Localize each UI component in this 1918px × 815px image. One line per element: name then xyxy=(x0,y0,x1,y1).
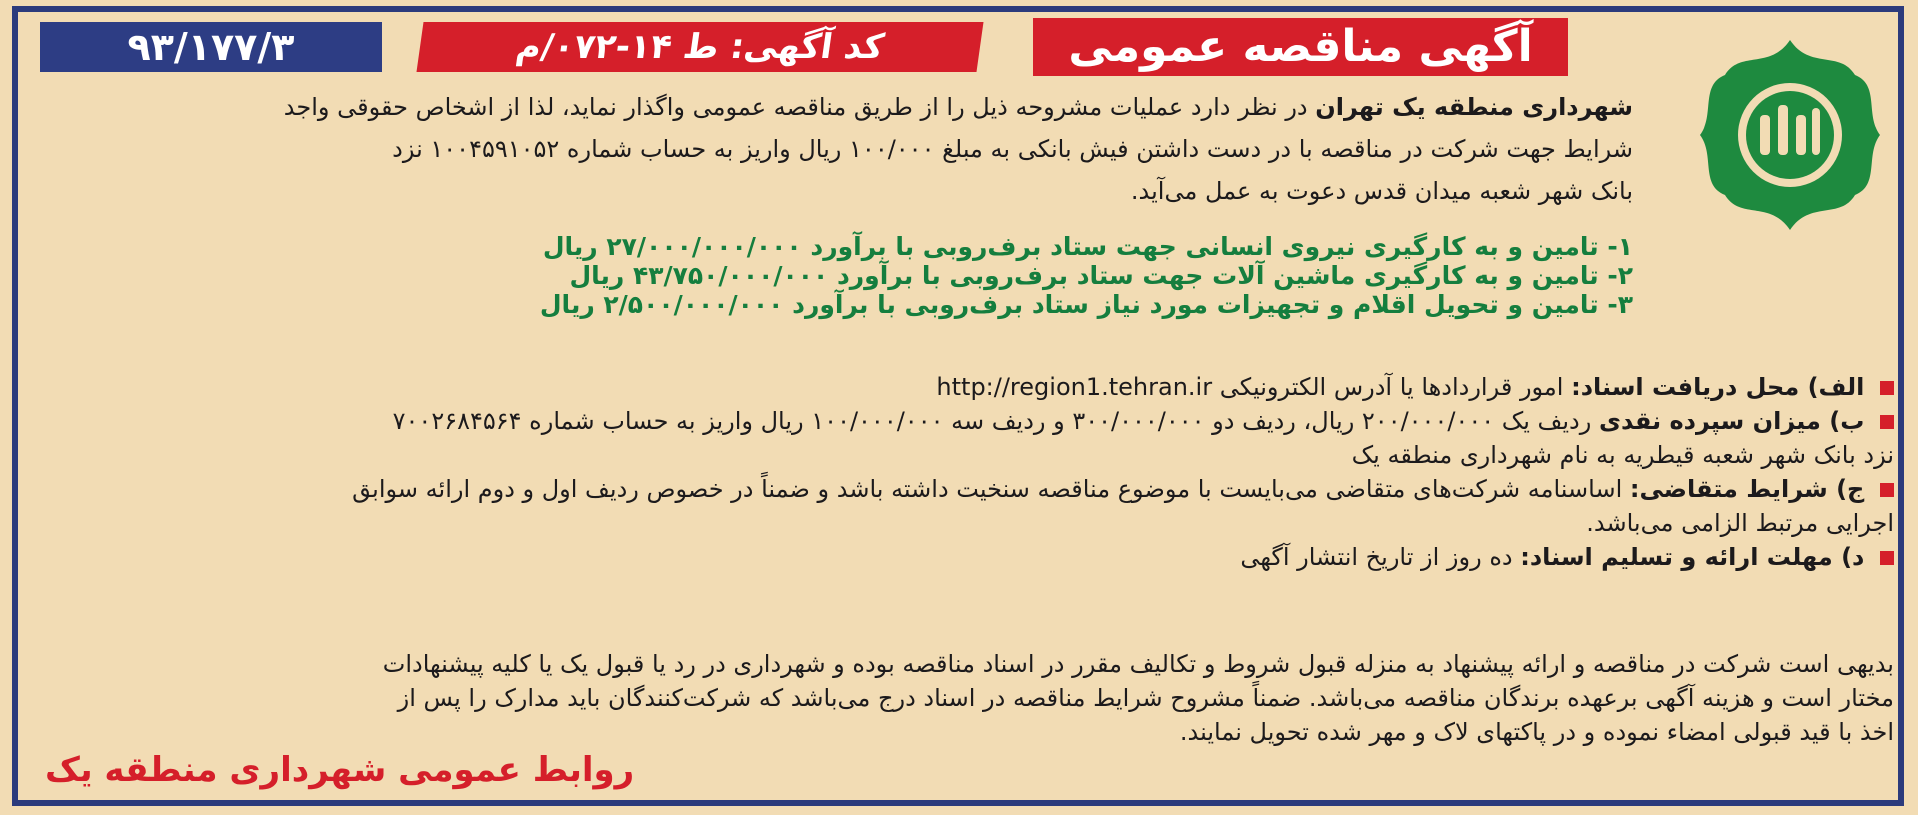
section-b-text-2: نزد بانک شهر شعبه قیطریه به نام شهرداری منطقه یک xyxy=(1351,441,1894,469)
closing-line-1: بدیهی است شرکت در مناقصه و ارائه پیشنهاد به منزله قبول شروط و تکالیف مقرر در اسناد مناقصه بوده و شهرداری در رد یا قبول یک یا کلیه پیشنهادات xyxy=(382,650,1894,678)
intro-line-3: بانک شهر شعبه میدان قدس دعوت به عمل می‌آید. xyxy=(1130,177,1633,205)
section-d xyxy=(28,540,1894,574)
section-a xyxy=(28,370,1894,404)
intro-paragraph xyxy=(28,90,1633,216)
section-b-title: ب) میزان سپرده نقدی xyxy=(1598,407,1865,435)
section-c-text-2: اجرایی مرتبط الزامی می‌باشد. xyxy=(1586,509,1894,537)
intro-line-1: در نظر دارد عملیات مشروحه ذیل را از طریق مناقصه عمومی واگذار نماید، لذا از اشخاص حقوقی واجد xyxy=(283,93,1308,121)
public-relations-signature: روابط عمومی شهرداری منطقه یک xyxy=(45,750,635,790)
ad-code-number: ۹۳/۱۷۷/۳ xyxy=(40,22,382,72)
ad-code-label: کد آگهی: ط ۱۴-۰۷۲/م xyxy=(416,22,983,72)
section-b-text-1: ردیف یک ۲۰۰/۰۰۰/۰۰۰ ریال، ردیف دو ۳۰۰/۰۰۰/۰۰۰ و ردیف سه ۱۰۰/۰۰۰/۰۰۰ ریال واریز به حساب شماره ۷۰۰۲۶۸۴۵۶۴ xyxy=(392,407,1592,435)
document-url[interactable]: http://region1.tehran.ir xyxy=(936,373,1213,401)
section-c xyxy=(28,472,1894,506)
conditions xyxy=(28,370,1894,574)
tender-item-1: ۱- تامین و به کارگیری نیروی انسانی جهت ستاد برف‌روبی با برآورد ۲۷/۰۰۰/۰۰۰/۰۰۰ ریال xyxy=(542,232,1633,261)
section-b xyxy=(28,404,1894,438)
bullet-marker xyxy=(1880,551,1894,565)
bullet-marker xyxy=(1880,415,1894,429)
section-c-text-1: اساسنامه شرکت‌های متقاضی می‌بایست با موضوع مناقصه سنخیت داشته باشد و ضمناً در خصوص ردیف اول و دوم ارائه سوابق xyxy=(352,475,1623,503)
section-d-text: ده روز از تاریخ انتشار آگهی xyxy=(1240,543,1513,571)
intro-line-2: شرایط جهت شرکت در مناقصه با در دست داشتن فیش بانکی به مبلغ ۱۰۰/۰۰۰ ریال واریز به حساب شماره ۱۰۰۴۵۹۱۰۵۲ نزد xyxy=(392,135,1633,163)
section-d-title: د) مهلت ارائه و تسلیم اسناد: xyxy=(1520,543,1865,571)
closing-line-2: مختار است و هزینه آگهی برعهده برندگان مناقصه می‌باشد. ضمناً مشروح شرایط مناقصه در اسناد درج می‌باشد که شرکت‌کنندگان باید مدارک را پس از xyxy=(397,684,1894,712)
tender-item-2: ۲- تامین و به کارگیری ماشین آلات جهت ستاد برف‌روبی با برآورد ۴۳/۷۵۰/۰۰۰/۰۰۰ ریال xyxy=(569,261,1633,290)
closing-paragraph xyxy=(28,647,1894,749)
bullet-marker xyxy=(1880,483,1894,497)
bullet-marker xyxy=(1880,381,1894,395)
municipality-logo-icon xyxy=(1690,30,1890,240)
tender-item-3: ۳- تامین و تحویل اقلام و تجهیزات مورد نیاز ستاد برف‌روبی با برآورد ۲/۵۰۰/۰۰۰/۰۰۰ ریال xyxy=(539,290,1633,319)
tender-items xyxy=(28,232,1633,319)
closing-line-3: اخذ با قید قبولی امضاء نموده و در پاکتهای لاک و مهر شده تحویل نمایند. xyxy=(1179,718,1894,746)
notice-title: آگهی مناقصه عمومی xyxy=(1033,18,1568,76)
section-a-text: امور قراردادها یا آدرس الکترونیکی xyxy=(1219,373,1564,401)
org-name: شهرداری منطقه یک تهران xyxy=(1315,93,1633,121)
section-a-title: الف) محل دریافت اسناد: xyxy=(1571,373,1865,401)
section-c-title: ج) شرایط متقاضی: xyxy=(1629,475,1865,503)
